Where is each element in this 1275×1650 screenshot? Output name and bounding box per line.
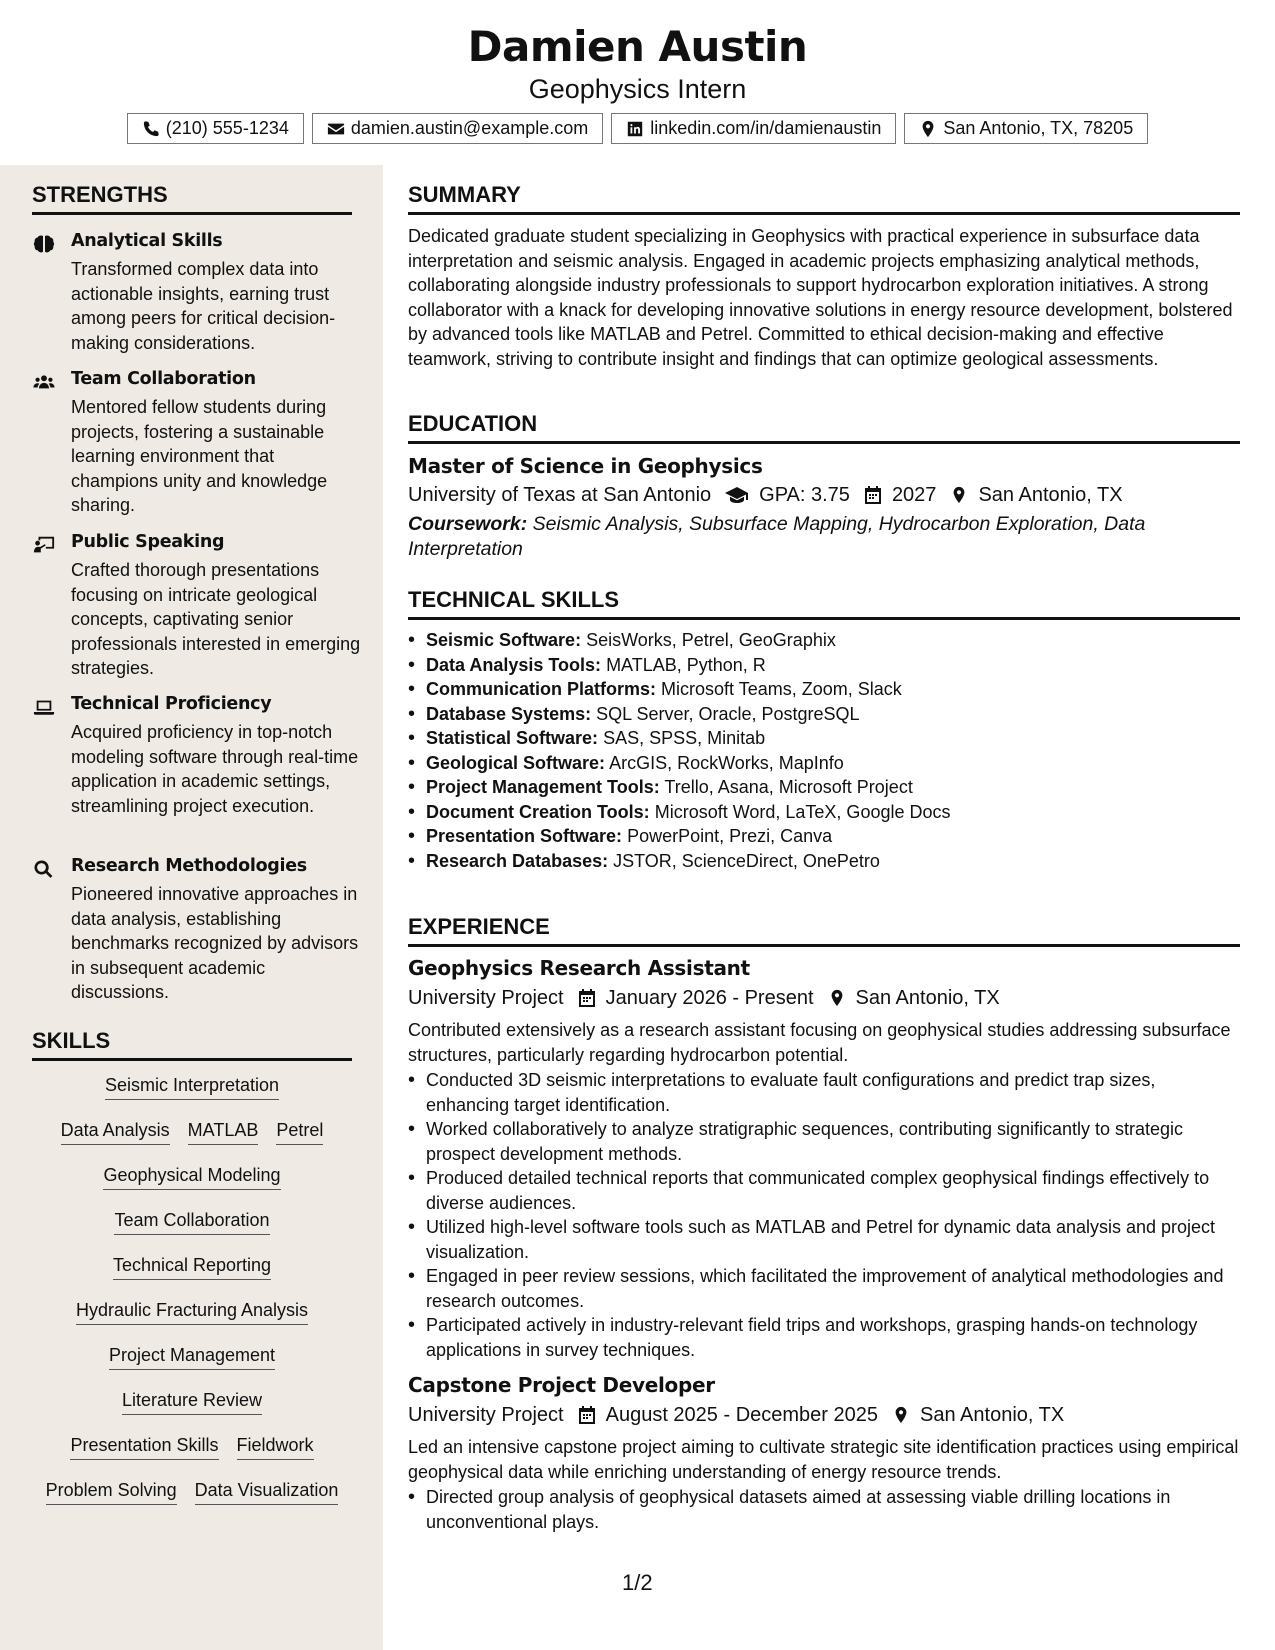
list-item xyxy=(408,726,1240,751)
laptop-icon xyxy=(32,696,56,718)
skill-category: Project Management Tools: xyxy=(426,777,660,797)
skill-values: ArcGIS, RockWorks, MapInfo xyxy=(609,752,844,773)
users-icon xyxy=(32,371,56,393)
skill-tag: Petrel xyxy=(276,1120,323,1145)
skill-category: Geological Software: xyxy=(426,752,606,773)
skill-tag: Data Analysis xyxy=(61,1120,170,1145)
job-bullets xyxy=(408,1485,1240,1534)
location-text: San Antonio, TX, 78205 xyxy=(943,118,1134,138)
resume-header xyxy=(0,0,1275,165)
skill-tag: Seismic Interpretation xyxy=(105,1075,279,1100)
search-icon xyxy=(32,858,56,880)
coursework-label: Coursework: xyxy=(408,513,528,535)
job-intro: Led an intensive capstone project aiming to cultivate strategic site identification practices using empirical geophysical data while enriching understanding of energy resource trends. xyxy=(408,1437,1239,1482)
experience-section xyxy=(408,914,1240,1534)
skill-category: Research Databases: xyxy=(426,850,609,871)
strengths-heading-wrap xyxy=(32,182,352,215)
skill-values: SeisWorks, Petrel, GeoGraphix xyxy=(586,630,836,650)
list-item xyxy=(408,849,1240,874)
skill-values: Microsoft Teams, Zoom, Slack xyxy=(661,679,902,699)
skill-category: Communication Platforms: xyxy=(426,679,657,699)
skill-row xyxy=(32,1390,352,1435)
page-number: 1/2 xyxy=(622,1570,653,1595)
skill-category: Data Analysis Tools: xyxy=(426,654,602,675)
strength-title: Research Methodologies xyxy=(71,856,307,876)
technical-skills-section xyxy=(408,587,1240,873)
skills-title: SKILLS xyxy=(32,1028,352,1061)
job-org: University Project xyxy=(408,1403,564,1426)
skill-tag: Literature Review xyxy=(122,1390,262,1415)
skill-tag: Data Visualization xyxy=(195,1480,339,1505)
list-item xyxy=(408,628,1240,653)
skill-row xyxy=(32,1345,352,1390)
map-pin-icon xyxy=(892,1405,910,1425)
list-item xyxy=(408,702,1240,727)
list-item: • Utilized high-level software tools such as MATLAB and Petrel for dynamic data analysis and project visualization. xyxy=(408,1215,1240,1264)
strength-item xyxy=(32,231,362,361)
technical-skills-list xyxy=(408,628,1240,873)
skill-tag: Team Collaboration xyxy=(114,1210,269,1235)
strength-desc: Acquired proficiency in top-notch modeling software through real-time application in academic settings, streamlining project execution. xyxy=(71,722,359,816)
contact-row xyxy=(0,113,1275,144)
job-entry xyxy=(408,1373,1240,1534)
strengths-title: STRENGTHS xyxy=(32,182,352,215)
strength-title: Team Collaboration xyxy=(71,369,256,389)
skill-row xyxy=(32,1255,352,1300)
skill-row xyxy=(32,1435,352,1480)
strength-desc: Crafted thorough presentations focusing on intricate geological concepts, captivating senior professionals interested in emerging strategies. xyxy=(71,560,361,678)
technical-skills-title: TECHNICAL SKILLS xyxy=(408,587,1240,620)
job-intro: Contributed extensively as a research assistant focusing on geophysical studies addressing subsurface structures, particularly regarding hydrocarbon potential. xyxy=(408,1020,1231,1065)
email-text: damien.austin@example.com xyxy=(350,118,589,138)
strength-item xyxy=(32,369,362,524)
job-org: University Project xyxy=(408,986,564,1009)
calendar-icon xyxy=(578,988,596,1008)
coursework-text: Seismic Analysis, Subsurface Mapping, Hydrocarbon Exploration, Data Interpretation xyxy=(408,513,1146,560)
skill-category: Seismic Software: xyxy=(426,630,582,650)
summary-title: SUMMARY xyxy=(408,182,1240,215)
list-item xyxy=(408,775,1240,800)
skill-row xyxy=(32,1165,352,1210)
skill-row xyxy=(32,1120,352,1165)
list-item: • Conducted 3D seismic interpretations to evaluate fault configurations and predict trap sizes, enhancing target identification. xyxy=(408,1068,1240,1117)
education-section xyxy=(408,411,1240,561)
strength-title: Technical Proficiency xyxy=(71,694,272,714)
job-location: San Antonio, TX xyxy=(855,986,1000,1009)
list-item xyxy=(408,653,1240,678)
brain-icon xyxy=(32,233,56,255)
skill-tag: Presentation Skills xyxy=(70,1435,218,1460)
contact-phone[interactable] xyxy=(127,113,304,144)
job-title: Geophysics Research Assistant xyxy=(408,956,750,980)
skill-tag: Fieldwork xyxy=(237,1435,314,1460)
list-item: • Worked collaboratively to analyze stratigraphic sequences, contributing significantly to strategic prospect development methods. xyxy=(408,1117,1240,1166)
strength-desc: Mentored fellow students during projects, fostering a sustainable learning environment that champions unity and knowledge sharing. xyxy=(71,397,328,515)
strength-desc: Pioneered innovative approaches in data analysis, establishing benchmarks recognized by advisors in subsequent academic discussions. xyxy=(71,884,359,1002)
candidate-role: Geophysics Intern xyxy=(528,74,747,104)
job-title: Capstone Project Developer xyxy=(408,1373,715,1397)
job-bullets xyxy=(408,1068,1240,1362)
summary-text: Dedicated graduate student specializing in Geophysics with practical experience in subsurface data interpretation and seismic analysis. Engaged in academic projects emphasizing analytical methods, collaborating alongside industry professionals to support hydrocarbon exploration initiatives. A strong collaborator with a knack for developing innovative solutions in energy resource development, bolstered by advanced tools like MATLAB and Petrel. Committed to ethical decision-making and effective teamwork, striving to contribute insight and findings that can optimize geological assessments. xyxy=(408,226,1233,369)
strength-item xyxy=(32,694,362,849)
job-dates: August 2025 - December 2025 xyxy=(605,1403,879,1426)
graduation-cap-icon xyxy=(725,485,749,505)
education-title: EDUCATION xyxy=(408,411,1240,444)
skill-category: Presentation Software: xyxy=(426,826,623,846)
skill-tag: MATLAB xyxy=(188,1120,259,1145)
school-name: University of Texas at San Antonio xyxy=(408,483,712,506)
contact-linkedin[interactable] xyxy=(611,113,896,144)
skill-tag: Problem Solving xyxy=(46,1480,177,1505)
skill-values: MATLAB, Python, R xyxy=(606,654,766,675)
gpa-text: GPA: 3.75 xyxy=(759,483,850,506)
list-item xyxy=(408,800,1240,825)
job-dates: January 2026 - Present xyxy=(605,986,814,1009)
skill-category: Document Creation Tools: xyxy=(426,801,650,822)
candidate-name: Damien Austin xyxy=(467,22,808,71)
skill-row xyxy=(32,1300,352,1345)
job-meta xyxy=(408,983,1240,1013)
skill-row xyxy=(32,1210,352,1255)
map-pin-icon xyxy=(950,485,968,505)
graduation-year: 2027 xyxy=(891,483,937,506)
skill-tag: Project Management xyxy=(109,1345,275,1370)
coursework-line xyxy=(408,512,1240,561)
list-item: • Directed group analysis of geophysical datasets aimed at assessing viable drilling locations in unconventional plays. xyxy=(408,1485,1240,1534)
strength-item xyxy=(32,532,362,687)
map-pin-icon xyxy=(828,988,846,1008)
list-item xyxy=(408,824,1240,849)
skills-heading-wrap xyxy=(32,1028,352,1061)
skill-category: Database Systems: xyxy=(426,703,592,724)
summary-section xyxy=(408,182,1240,371)
job-meta xyxy=(408,1400,1240,1430)
linkedin-icon xyxy=(626,120,644,138)
strength-title: Analytical Skills xyxy=(71,231,223,251)
contact-email[interactable] xyxy=(312,113,603,144)
skill-row xyxy=(32,1480,352,1525)
strength-desc: Transformed complex data into actionable insights, earning trust among peers for critical decision-making considerations. xyxy=(71,259,336,353)
list-item: • Engaged in peer review sessions, which facilitated the improvement of analytical methodologies and research outcomes. xyxy=(408,1264,1240,1313)
job-location: San Antonio, TX xyxy=(920,1403,1065,1426)
strength-title: Public Speaking xyxy=(71,532,225,552)
skill-values: Microsoft Word, LaTeX, Google Docs xyxy=(654,801,951,822)
list-item: • Produced detailed technical reports that communicated complex geophysical findings effectively to diverse audiences. xyxy=(408,1166,1240,1215)
education-meta xyxy=(408,480,1240,510)
phone-icon xyxy=(142,120,160,138)
list-item xyxy=(408,677,1240,702)
presenter-icon xyxy=(32,534,56,556)
degree-title: Master of Science in Geophysics xyxy=(408,454,763,478)
job-entry xyxy=(408,956,1240,1362)
skill-values: SQL Server, Oracle, PostgreSQL xyxy=(596,703,860,724)
contact-location[interactable] xyxy=(904,113,1148,144)
skill-values: PowerPoint, Prezi, Canva xyxy=(627,826,833,846)
phone-text: (210) 555-1234 xyxy=(165,118,289,138)
list-item xyxy=(408,751,1240,776)
skills-list xyxy=(32,1075,352,1525)
skill-tag: Hydraulic Fracturing Analysis xyxy=(76,1300,308,1325)
skill-values: JSTOR, ScienceDirect, OnePetro xyxy=(613,850,880,871)
skill-values: Trello, Asana, Microsoft Project xyxy=(664,777,913,797)
strength-item xyxy=(32,856,362,1011)
skill-tag: Geophysical Modeling xyxy=(103,1165,280,1190)
list-item: • Participated actively in industry-relevant field trips and workshops, grasping hands-on technology applications in survey techniques. xyxy=(408,1313,1240,1362)
skill-values: SAS, SPSS, Minitab xyxy=(603,728,766,748)
skill-category: Statistical Software: xyxy=(426,728,599,748)
skill-tag: Technical Reporting xyxy=(113,1255,271,1280)
school-location: San Antonio, TX xyxy=(978,483,1123,506)
skill-row xyxy=(32,1075,352,1120)
linkedin-text: linkedin.com/in/damienaustin xyxy=(650,118,882,138)
experience-title: EXPERIENCE xyxy=(408,914,1240,947)
envelope-icon xyxy=(327,120,345,138)
calendar-icon xyxy=(578,1405,596,1425)
calendar-icon xyxy=(864,485,882,505)
map-pin-icon xyxy=(919,120,937,138)
